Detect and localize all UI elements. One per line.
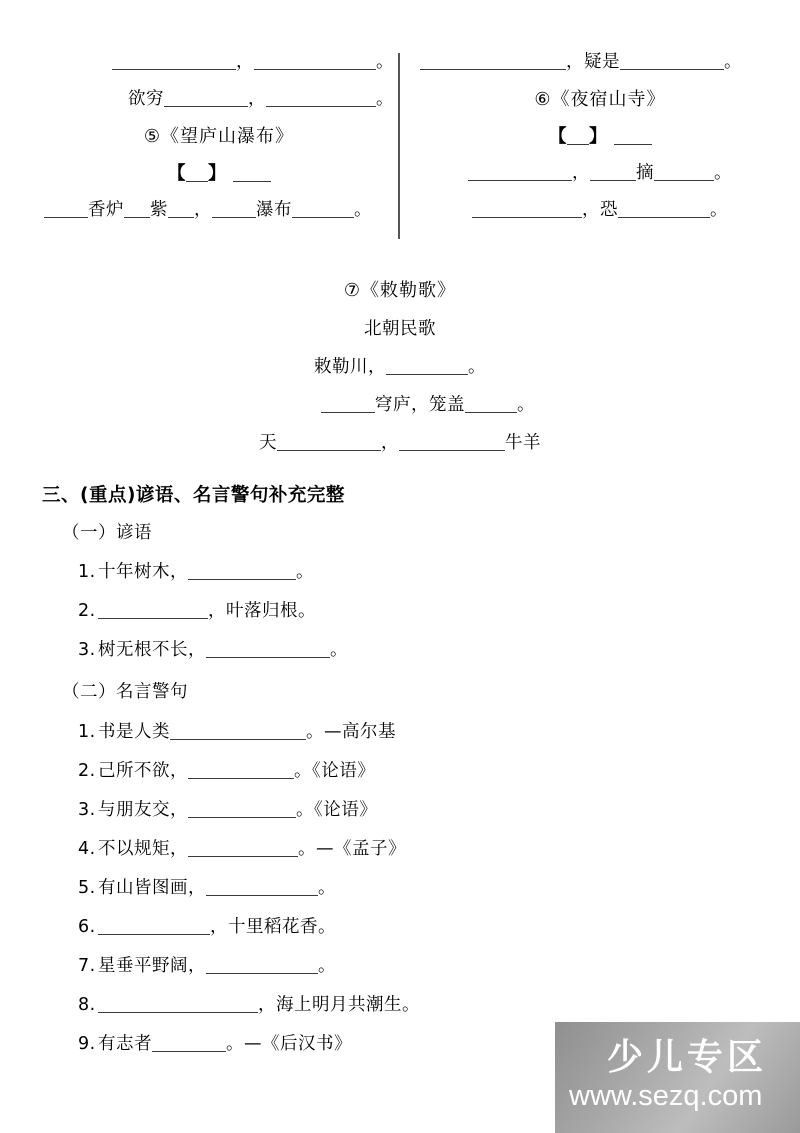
watermark-url-text: www.sezq.com [569, 1080, 763, 1112]
item-text-after: 。—《后汉书》 [226, 1034, 352, 1054]
item-text-before: 书是人类 [98, 722, 170, 742]
answer-blank[interactable] [98, 919, 210, 935]
poem-column-left [44, 44, 394, 229]
item-text-before: 有志者 [98, 1034, 152, 1054]
item-text-after: ，叶落归根。 [208, 601, 316, 621]
item-text-before: 与朋友交， [98, 800, 188, 820]
answer-blank[interactable] [170, 724, 306, 740]
list-item [78, 592, 348, 631]
item-text-after: ，十里稻花香。 [210, 917, 336, 937]
answer-blank[interactable] [206, 880, 318, 896]
answer-blank[interactable] [98, 603, 208, 619]
item-text-after: 。《论语》 [294, 761, 376, 781]
answer-blank[interactable] [152, 1036, 226, 1052]
poem-title-5: ⑤《望庐山瀑布》 [143, 126, 295, 147]
item-text-before: 树无根不长， [98, 640, 206, 660]
poem-columns-block [0, 44, 800, 244]
poem-title-6: ⑥《夜宿山寺》 [534, 89, 666, 110]
watermark-brand-text: 少儿专区 [607, 1037, 768, 1078]
item-number: 5. [78, 878, 96, 898]
item-text-before: 十年树木， [98, 562, 188, 582]
poem-line-right-1: ，疑是 。 [420, 44, 780, 81]
answer-blank[interactable] [188, 841, 298, 857]
column-divider [398, 53, 400, 239]
subsection-b-label: （二）名言警句 [62, 682, 188, 702]
list-item [78, 631, 348, 670]
poem-7-author: 北朝民歌 [364, 319, 436, 339]
item-text-before: 不以规矩， [98, 839, 188, 859]
list-item [78, 869, 420, 908]
bracket-close: 】 [207, 163, 227, 184]
poem-line-right-4: ， 摘 。 [420, 155, 780, 192]
item-text-after: 。—高尔基 [306, 722, 396, 742]
answer-blank[interactable] [188, 564, 296, 580]
item-number: 2. [78, 761, 96, 781]
poem-7-line-1: 敕勒川， 。 [314, 357, 486, 377]
list-item [78, 553, 348, 592]
item-text-after: 。《论语》 [296, 800, 378, 820]
section-3-heading: 三、(重点)谚语、名言警句补充完整 [42, 485, 345, 506]
list-item [78, 947, 420, 986]
poem-line-right-5: ，恐 。 [420, 192, 780, 229]
list-item [78, 908, 420, 947]
item-number: 1. [78, 562, 96, 582]
bracket-close: 】 [588, 126, 608, 147]
answer-blank[interactable] [98, 997, 258, 1013]
item-text-after: 。—《孟子》 [298, 839, 406, 859]
list-item [78, 752, 420, 791]
poem-bracket-line-6 [420, 118, 780, 155]
site-watermark [555, 1022, 800, 1133]
item-number: 3. [78, 640, 96, 660]
answer-blank[interactable] [188, 763, 294, 779]
item-number: 3. [78, 800, 96, 820]
answer-blank[interactable] [188, 802, 296, 818]
answer-blank[interactable] [206, 642, 330, 658]
famous-quotes-list [78, 713, 420, 1064]
poem-column-right [420, 44, 780, 229]
item-text-before: 星垂平野阔， [98, 956, 206, 976]
poem-line-left-5: 香炉 紫 ， 瀑布 。 [44, 192, 394, 229]
list-item [78, 713, 420, 752]
poem-line-left-2: 欲穷 ， 。 [128, 89, 394, 109]
item-text-after: 。 [296, 562, 314, 582]
item-text-after: 。 [330, 640, 348, 660]
item-number: 1. [78, 722, 96, 742]
list-item [78, 1025, 420, 1064]
poem-7-line-2: 穹庐，笼盖 。 [0, 386, 800, 424]
list-item [78, 791, 420, 830]
poem-bracket-line-5 [44, 155, 394, 192]
poem-line-left-1: ， 。 [44, 44, 394, 81]
list-item [78, 986, 420, 1025]
item-number: 7. [78, 956, 96, 976]
item-number: 6. [78, 917, 96, 937]
answer-blank[interactable] [206, 958, 318, 974]
item-text-after: 。 [318, 878, 336, 898]
bracket-open: 【 [548, 126, 567, 147]
poem-7-line-3: 天 ， 牛羊 [259, 433, 541, 453]
subsection-a-label: （一）谚语 [62, 523, 152, 543]
item-number: 9. [78, 1034, 96, 1054]
bracket-open: 【 [167, 163, 186, 184]
item-text-after: 。 [318, 956, 336, 976]
item-text-after: ，海上明月共潮生。 [258, 995, 420, 1015]
poem-7-block [0, 272, 800, 462]
item-number: 2. [78, 601, 96, 621]
item-number: 8. [78, 995, 96, 1015]
item-text-before: 有山皆图画， [98, 878, 206, 898]
proverb-list [78, 553, 348, 670]
item-number: 4. [78, 839, 96, 859]
poem-title-7: ⑦《敕勒歌》 [343, 280, 457, 301]
list-item [78, 830, 420, 869]
item-text-before: 己所不欲， [98, 761, 188, 781]
